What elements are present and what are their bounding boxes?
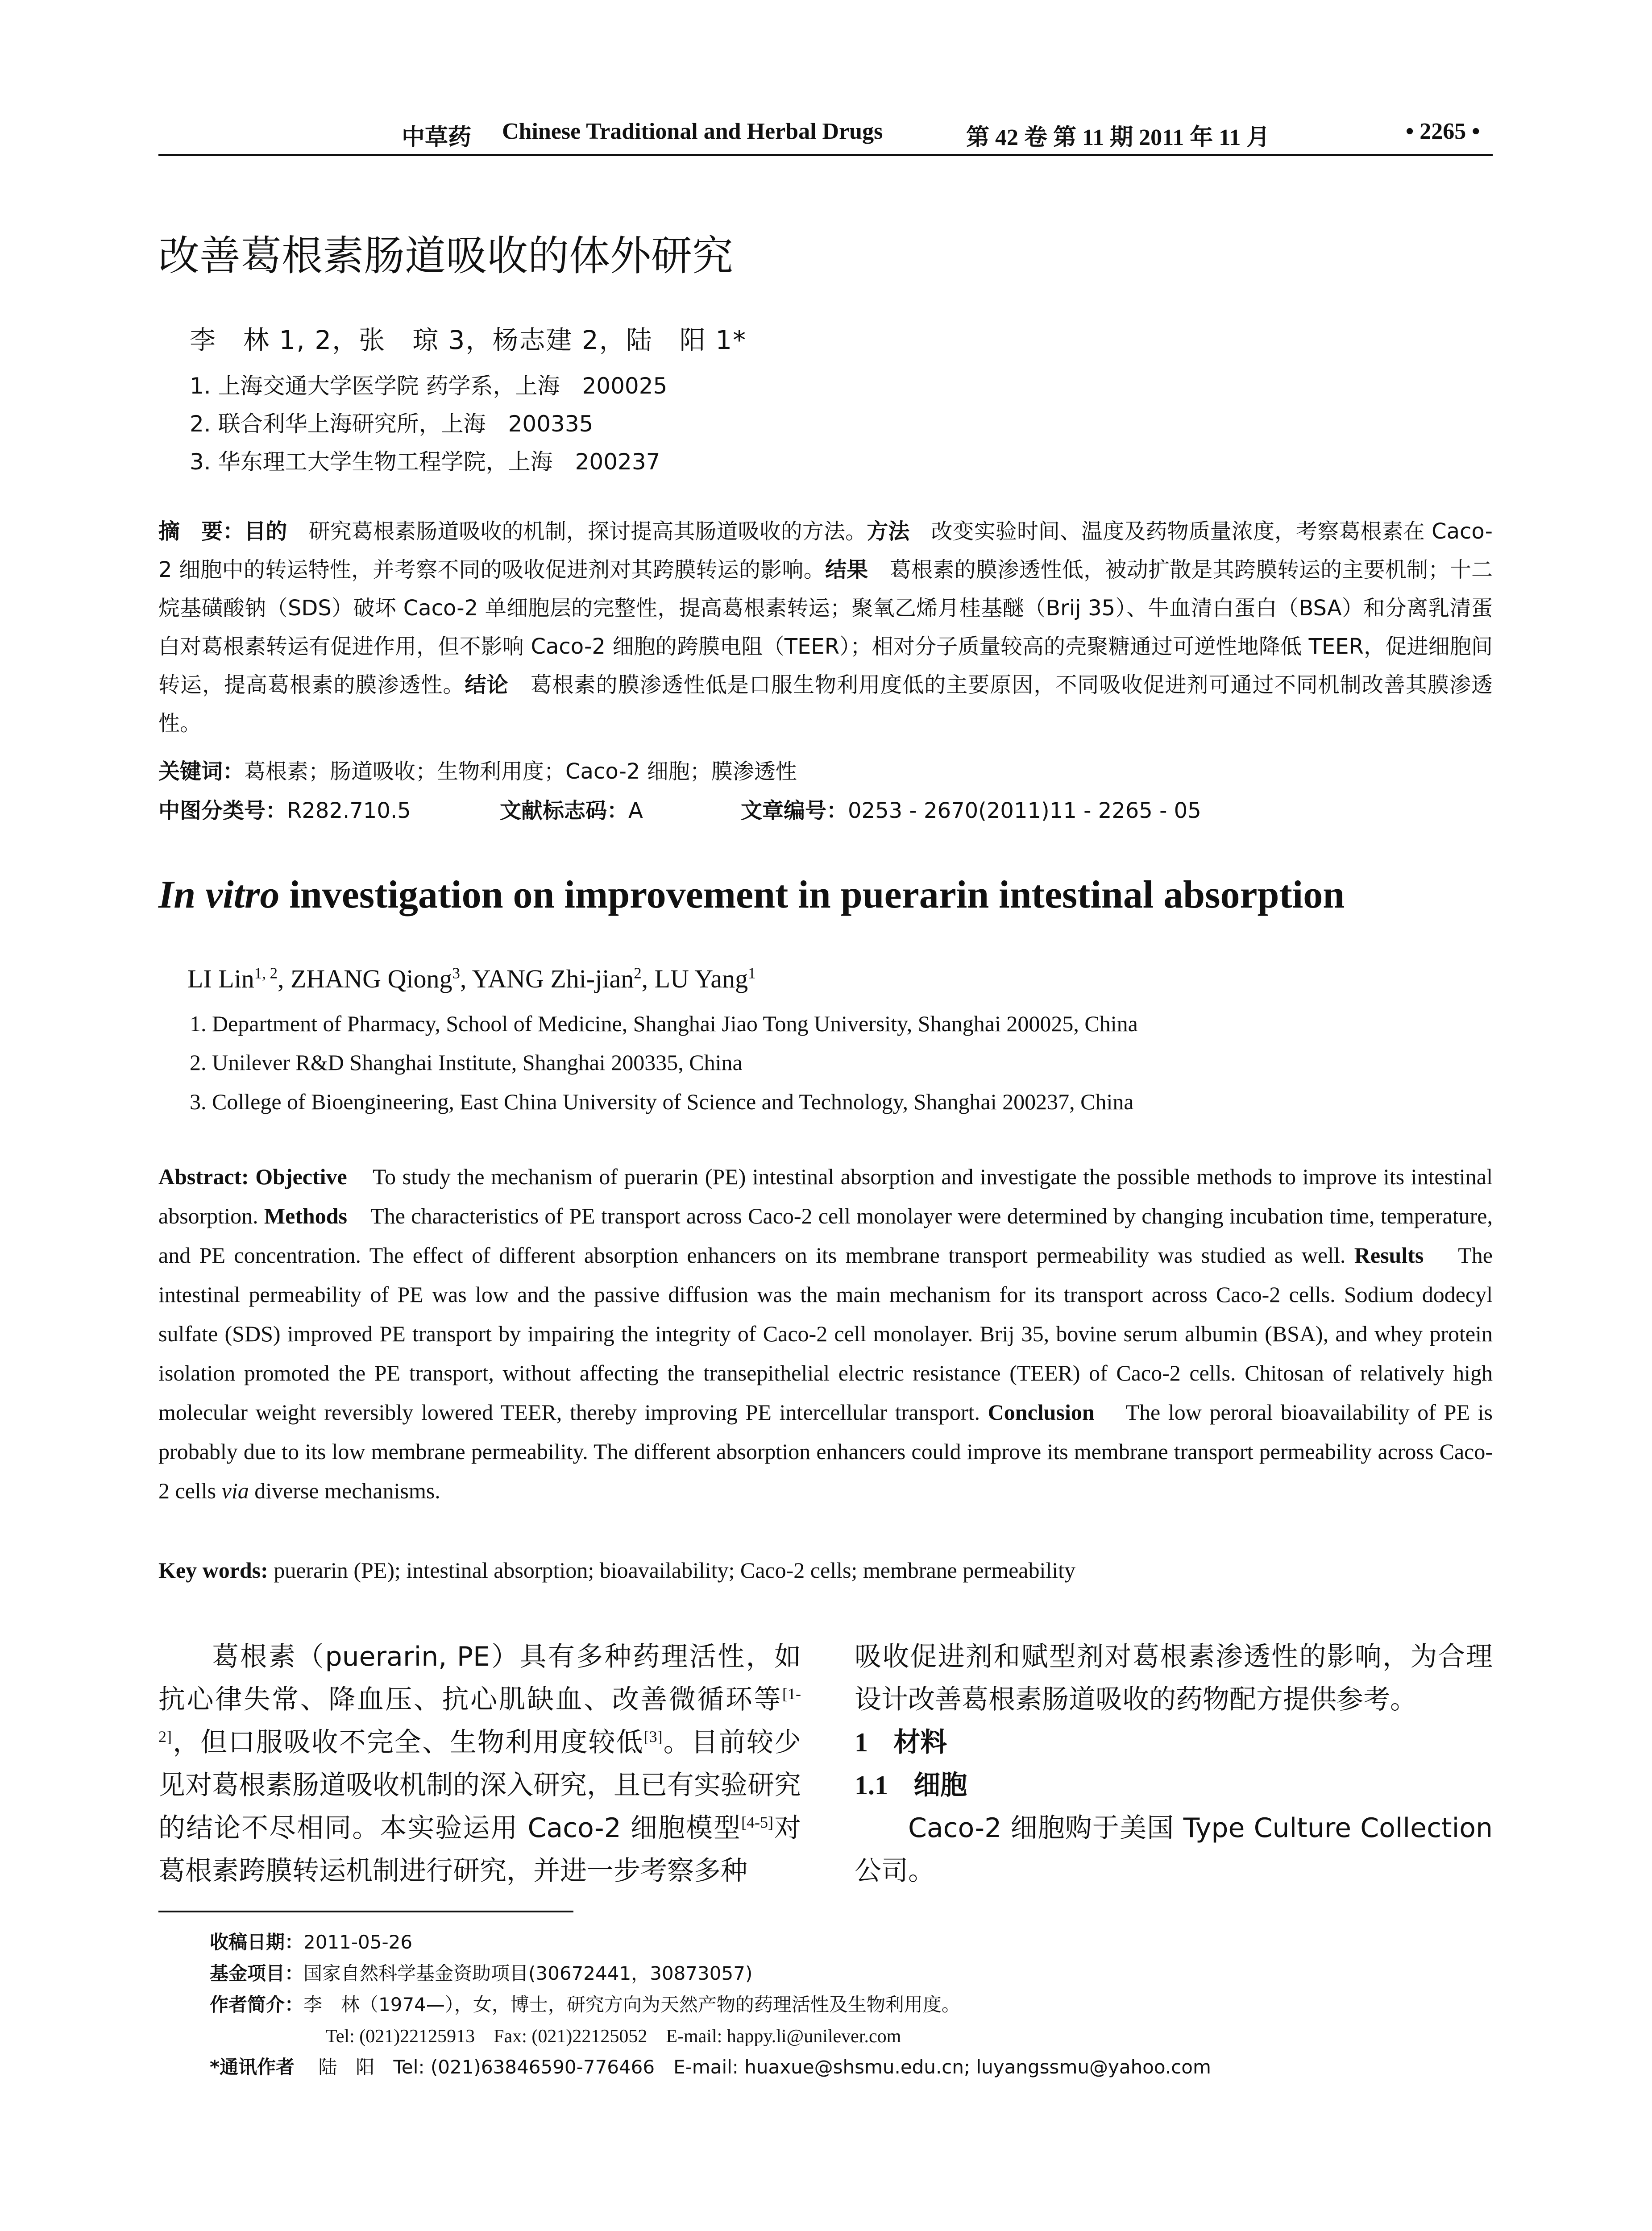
section-heading-1 (855, 1721, 1493, 1764)
body-paragraph: 吸收促进剂和赋型剂对葛根素渗透性的影响，为合理设计改善葛根素肠道吸收的药物配方提供参考。 (855, 1641, 1493, 1715)
section-heading-1-1 (855, 1764, 1493, 1807)
footnote-rule (158, 1911, 573, 1912)
en-author-name: ZHANG Qiong (291, 964, 452, 993)
body-left-column (158, 1635, 801, 1892)
en-results: The intestinal permeability of PE was low and the passive diffusion was the main mechanism for its transport across Caco-2 cells. Sodium dodecyl sulfate (SDS) improved PE transport by impairing the integrity of Caco-2 cell monolayer. Brij 35, bovine serum albumin (BSA), and whey protein isolation promoted the PE transport, without affecting the transepithelial electric resistance (TEER) of Caco-2 cells. Chitosan of relatively high molecular weight reversibly lowered TEER, thereby improving PE intercellular transport. (158, 1243, 1493, 1425)
section-number: 1 (855, 1728, 868, 1757)
footnote-text: 陆 阳 Tel: (021)63846590-776466 E-mail: huaxue@shsmu.edu.cn; luyangssmu@yahoo.com (318, 2056, 1211, 2078)
citation: [4-5] (741, 1813, 773, 1831)
en-abstract (158, 1157, 1493, 1510)
en-results-label: Results (1354, 1243, 1424, 1268)
body-text: 。目前较少见对葛根素肠道吸收机制的深入研究，且已有实验研究的结论不尽相同。本实验运用 Caco-2 细胞模型 (158, 1727, 801, 1844)
footnote-contact: Tel: (021)22125913 Fax: (021)22125052 E-mail: happy.li@unilever.com (326, 2026, 901, 2047)
section-number: 1.1 (855, 1771, 888, 1800)
article-no-value: 0253 - 2670(2011)11 - 2265 - 05 (848, 798, 1201, 823)
cn-article-number (741, 793, 1201, 824)
body-text: 对葛根素跨膜转运机制进行研究，并进一步考察多种 (158, 1812, 801, 1887)
section-title: 细胞 (913, 1770, 967, 1801)
footnote-corresponding (210, 2053, 1211, 2079)
cn-affiliation-1: 1. 上海交通大学医学院 药学系，上海 200025 (190, 373, 668, 399)
en-author-name: LU Yang (654, 964, 748, 993)
en-conclusion: The low peroral bioavailability of PE is probably due to its low membrane permeability. The different absorption enhancers could improve its membrane transport permeability across Caco-2 cells (158, 1400, 1493, 1503)
cn-classification (158, 793, 411, 824)
body-paragraph: Caco-2 细胞购于美国 Type Culture Collection 公司。 (855, 1812, 1493, 1887)
footnote-text: 国家自然科学基金资助项目(30672441，30873057) (303, 1962, 753, 1984)
cn-authors: 李 林 1, 2，张 琼 3，杨志建 2，陆 阳 1* (190, 325, 747, 355)
en-authors: LI Lin$^{1, 2}$, ZHANG Qiong$^3$, YANG Zhi-jian$^2$, LU Yang$^1$ (187, 964, 756, 993)
cn-methods-label: 方法 (867, 519, 910, 544)
en-author-name: LI Lin (187, 964, 254, 993)
cn-doc-code (500, 793, 643, 824)
cn-methods: 改变实验时间、温度及药物质量浓度，考察葛根素在 Caco-2 细胞中的转运特性，并考察不同的吸收促进剂对其跨膜转运的影响。 (158, 519, 1493, 582)
en-title (158, 872, 1345, 917)
en-title-italic: In vitro (158, 873, 280, 916)
clc-label: 中图分类号： (158, 798, 287, 823)
body-right-column (855, 1635, 1493, 1892)
en-affiliation-3: 3. College of Bioengineering, East China University of Science and Technology, Shanghai 200237, China (190, 1089, 1134, 1114)
section-title: 材料 (893, 1727, 947, 1758)
doc-code-value: A (628, 798, 643, 823)
en-author-aff: 3 (452, 964, 460, 982)
body-text: ，但口服吸收不完全、生物利用度较低 (172, 1727, 644, 1758)
footnote-label: *通讯作者 (210, 2056, 295, 2078)
journal-name-en: Chinese Traditional and Herbal Drugs (502, 119, 883, 144)
en-conclusion-via: via (221, 1478, 249, 1503)
en-objective-label: Objective (255, 1164, 347, 1189)
cn-conclusion: 葛根素的膜渗透性低是口服生物利用度低的主要原因，不同吸收促进剂可通过不同机制改善其膜渗透性。 (158, 672, 1493, 736)
en-author-aff: 1, 2 (254, 964, 278, 982)
cn-keywords-label: 关键词： (158, 759, 245, 784)
en-methods: The characteristics of PE transport across Caco-2 cell monolayer were determined by changing incubation time, temperature, and PE concentration. The effect of different absorption enhancers on its membrane transport permeability was studied as well. (158, 1203, 1493, 1268)
cn-conclusion-label: 结论 (465, 672, 509, 697)
en-affiliation-1: 1. Department of Pharmacy, School of Medicine, Shanghai Jiao Tong University, Shanghai 200025, China (190, 1011, 1138, 1036)
en-keywords (158, 1557, 1075, 1583)
en-abstract-label: Abstract: (158, 1164, 249, 1189)
page-number: • 2265 • (1406, 119, 1480, 144)
footnote-label: 基金项目： (210, 1962, 304, 1984)
en-affiliation-2: 2. Unilever R&D Shanghai Institute, Shanghai 200335, China (190, 1050, 743, 1075)
en-author-aff: 1 (748, 964, 756, 982)
body-paragraph (158, 1635, 801, 1892)
cn-objective: 研究葛根素肠道吸收的机制，探讨提高其肠道吸收的方法。 (287, 519, 867, 544)
en-keywords-label: Key words: (158, 1558, 268, 1583)
cn-keywords-text: 葛根素；肠道吸收；生物利用度；Caco-2 细胞；膜渗透性 (244, 759, 797, 784)
header-rule (158, 154, 1493, 156)
journal-name-cn: 中草药 (402, 124, 472, 151)
cn-affiliation-2: 2. 联合利华上海研究所，上海 200335 (190, 411, 594, 437)
article-no-label: 文章编号： (741, 798, 848, 823)
cn-keywords (158, 754, 797, 785)
en-methods-label: Methods (264, 1203, 347, 1228)
clc-value: R282.710.5 (287, 798, 411, 823)
doc-code-label: 文献标志码： (500, 798, 629, 823)
en-author-name: YANG Zhi-jian (472, 964, 634, 993)
footnote-funding (210, 1959, 752, 1986)
en-objective: To study the mechanism of puerarin (PE) intestinal absorption and investigate the possible methods to improve its intestinal absorption. (158, 1164, 1493, 1228)
en-keywords-text: puerarin (PE); intestinal absorption; bioavailability; Caco-2 cells; membrane permeability (274, 1558, 1076, 1583)
body-text: 葛根素（puerarin, PE）具有多种药理活性，如抗心律失常、降血压、抗心肌缺血、改善微循环等 (158, 1641, 801, 1715)
en-conclusion-end: diverse mechanisms. (249, 1478, 440, 1503)
footnote-label: 作者简介： (210, 1994, 304, 2015)
footnote-text: 李 林（1974—），女，博士，研究方向为天然产物的药理活性及生物利用度。 (303, 1994, 960, 2015)
cn-abstract (158, 512, 1493, 742)
citation: [3] (643, 1728, 663, 1746)
cn-results: 葛根素的膜渗透性低，被动扩散是其跨膜转运的主要机制；十二烷基磺酸钠（SDS）破坏 Caco-2 单细胞层的完整性，提高葛根素转运；聚氧乙烯月桂基醚（Brij 35）、牛血清白蛋白（BSA）和分离乳清蛋白对葛根素转运有促进作用，但不影响 Caco-2 细胞的跨膜电阻（TEER）；相对分子质量较高的壳聚糖通过可逆性地降低 TEER，促进细胞间转运，提高葛根素的膜渗透性。 (158, 557, 1493, 697)
citation: [1-2] (158, 1685, 801, 1746)
cn-title: 改善葛根素肠道吸收的体外研究 (158, 232, 734, 280)
cn-affiliation-3: 3. 华东理工大学生物工程学院，上海 200237 (190, 449, 660, 475)
en-conclusion-label: Conclusion (988, 1400, 1095, 1425)
footnote-label: 收稿日期： (210, 1931, 304, 1953)
cn-objective-label: 目的 (244, 519, 287, 544)
journal-issue: 第 42 卷 第 11 期 2011 年 11 月 (966, 125, 1270, 150)
cn-results-label: 结果 (825, 557, 868, 582)
en-author-aff: 2 (634, 964, 642, 982)
en-title-rest: investigation on improvement in puerarin intestinal absorption (279, 873, 1345, 916)
footnote-author-bio (210, 1990, 960, 2017)
cn-abstract-label: 摘 要： (158, 519, 245, 544)
footnote-text: 2011-05-26 (303, 1931, 413, 1953)
footnote-received (210, 1928, 412, 1954)
